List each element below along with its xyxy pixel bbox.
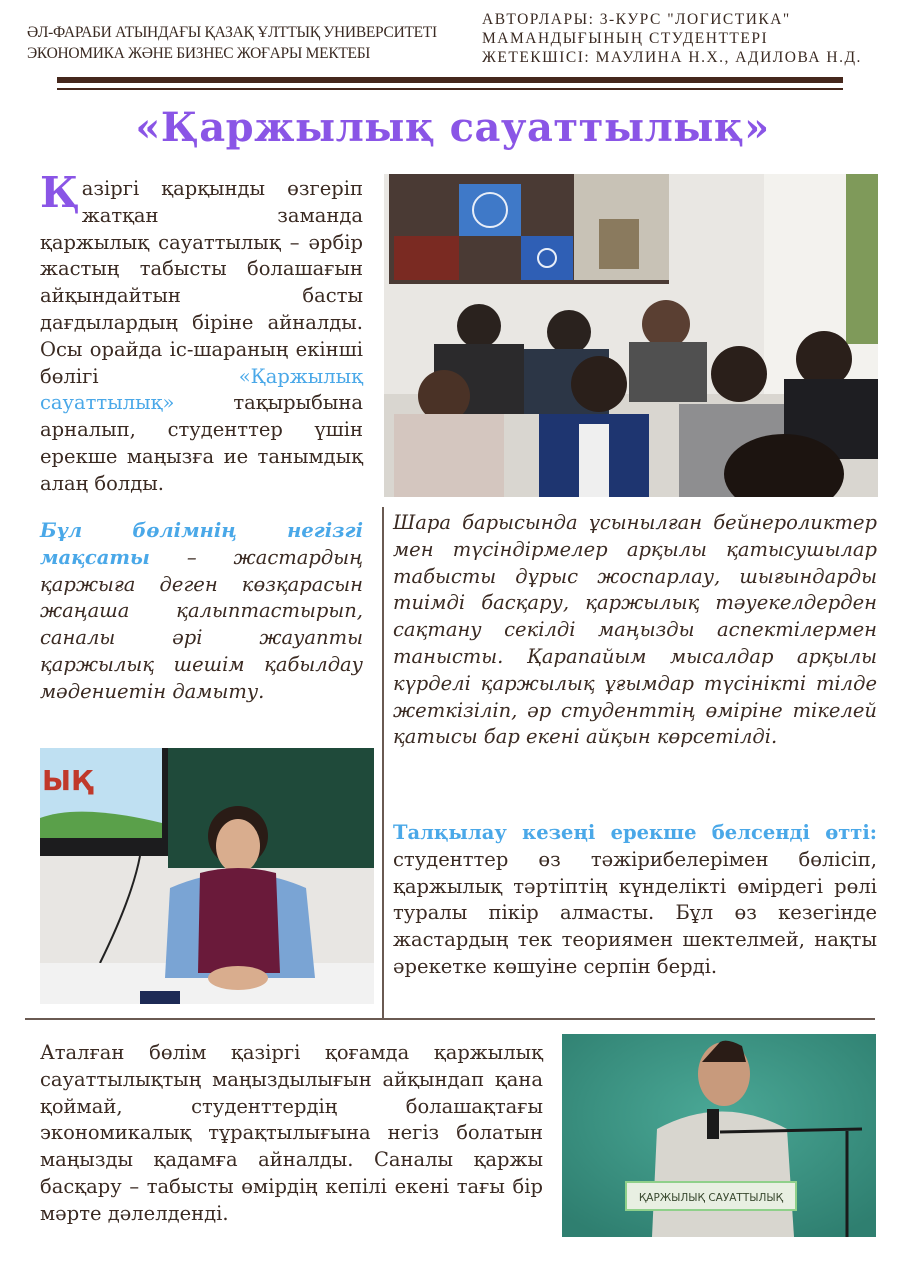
goal-paragraph: Бұл бөлімнің негізгі мақсаты – жастардың қаржыға деген көзқарасын жаңаша қалыптастырып, саналы әрі жауапты қаржылық шешім қабылдау мәдениетін дамыту. <box>40 519 363 703</box>
teacher-photo-image <box>40 748 374 1004</box>
section-divider <box>25 1018 875 1020</box>
svg-text:ҚАРЖЫЛЫҚ САУАТТЫЛЫҚ: ҚАРЖЫЛЫҚ САУАТТЫЛЫҚ <box>638 1192 784 1204</box>
discussion-paragraph: Талқылау кезеңі ерекше белсенді өтті: студенттер өз тәжірибелерімен бөлісіп, қаржылық тәртіптің күнделікті өмірдегі рөлі туралы пікір алмасты. Бұл өз кезегінде жастардың тек теориямен шектелмей, нақты әрекетке көшуіне серпін берді. <box>393 821 877 978</box>
topic-highlight: «Қаржылық сауаттылық» <box>40 364 363 415</box>
intro-paragraph: Қазіргі қарқынды өзгеріп жатқан заманда қаржылық сауаттылық – әрбір жастың табысты болашағын айқындайтын басты дағдылардың біріне айналды. Осы орайда іс-шараның екінші бөлігі «Қаржылық сауаттылық» тақырыбына арналып, студенттер үшін ерекше маңызға ие танымдық алаң болды. <box>40 168 363 495</box>
drop-cap: Қ <box>40 168 80 217</box>
conclusion-paragraph: Аталған бөлім қазіргі қоғамда қаржылық сауаттылықтың маңыздылығын айқындап қана қоймай, студенттердің болашақтағы экономикалық тұрақтылығына негіз болатын маңызды қадамға айналды. Саналы қаржы басқару – табысты өмірдің кепілі екені тағы бір мәрте дәлелденді. <box>40 1041 543 1225</box>
speaker-photo-image <box>562 1034 876 1237</box>
page-title: «Қаржылық сауаттылық» <box>135 104 770 151</box>
discussion-highlight: Талқылау кезеңі ерекше белсенді өтті: <box>393 821 877 844</box>
goal-highlight: Бұл бөлімнің негізгі мақсаты <box>40 519 363 569</box>
classroom-photo <box>384 174 878 497</box>
event-section <box>393 510 877 751</box>
classroom-photo-image <box>384 174 878 497</box>
conclusion-section <box>40 1040 543 1228</box>
specialty-line: МАМАНДЫҒЫНЫҢ СТУДЕНТТЕРІ <box>482 30 769 47</box>
goal-section <box>40 518 363 706</box>
speaker-video-still <box>562 1034 876 1237</box>
university-header <box>27 22 467 64</box>
supervisors-line: ЖЕТЕКШІСІ: МАУЛИНА Н.Х., АДИЛОВА Н.Д. <box>482 49 862 66</box>
authors-header <box>482 10 902 67</box>
intro-section <box>40 168 363 498</box>
header-rule-thin <box>57 88 843 90</box>
authors-line: АВТОРЛАРЫ: 3-КУРС "ЛОГИСТИКА" <box>482 11 791 28</box>
teacher-photo <box>40 748 374 1004</box>
header-rule-thick <box>57 77 843 83</box>
discussion-section <box>393 820 877 981</box>
event-paragraph: Шара барысында ұсынылған бейнероликтер мен түсіндірмелер арқылы қатысушылар табысты дұрыс жоспарлау, шығындарды тиімді басқару, қаржылық тәуекелдерден сақтану секілді маңызды аспектілермен танысты. Қарапайым мысалдар арқылы күрделі қаржылық ұғымдар түсінікті тілде жеткізіліп, әр студенттің өміріне тікелей қатысы бар екені айқын көрсетілді. <box>393 511 877 749</box>
school-name: ЭКОНОМИКА ЖӘНЕ БИЗНЕС ЖОҒАРЫ МЕКТЕБІ <box>27 45 371 62</box>
column-divider <box>382 507 384 1018</box>
university-name: ӘЛ-ФАРАБИ АТЫНДАҒЫ ҚАЗАҚ ҰЛТТЫҚ УНИВЕРСИТЕТІ <box>27 24 437 41</box>
svg-text:ЫҚ: ЫҚ <box>42 764 93 797</box>
